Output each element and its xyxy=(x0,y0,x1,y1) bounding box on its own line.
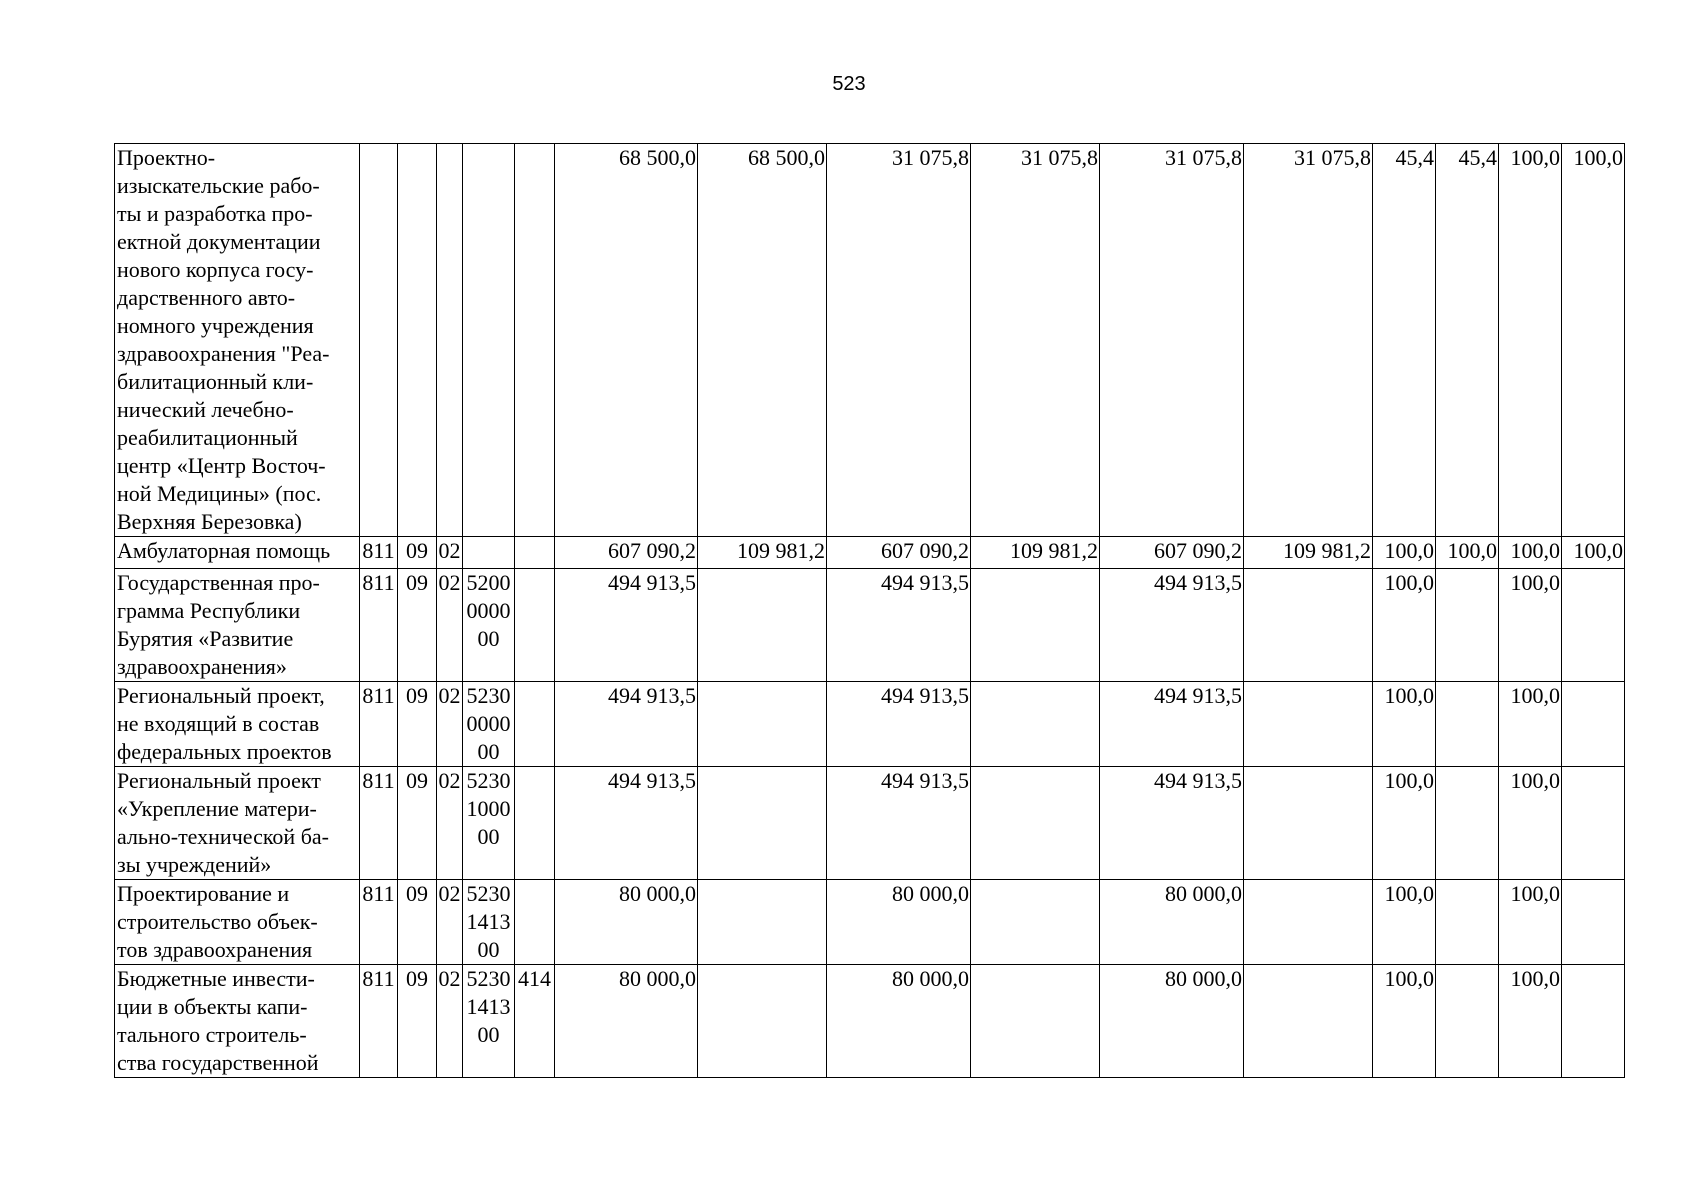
pct-refined-total-cell: 100,0 xyxy=(1499,144,1562,537)
pct-refined-federal-cell xyxy=(1562,965,1625,1078)
item-name-line: Бурятия «Развитие xyxy=(117,626,294,651)
target-article-line: 1413 xyxy=(466,994,511,1019)
grbs-code-cell: 811 xyxy=(360,537,398,569)
item-name-line: грамма Республики xyxy=(117,598,301,623)
item-name-line: нический лечебно- xyxy=(117,397,294,422)
section-code-cell: 09 xyxy=(398,767,437,880)
grbs-code-cell: 811 xyxy=(360,569,398,682)
executed-total-cell: 607 090,2 xyxy=(1100,537,1244,569)
plan-federal-cell xyxy=(698,767,827,880)
pct-plan-total-cell: 100,0 xyxy=(1373,537,1436,569)
executed-federal-cell xyxy=(1244,767,1373,880)
subsection-code-cell xyxy=(437,144,463,537)
pct-refined-federal-cell: 100,0 xyxy=(1562,144,1625,537)
grbs-code-cell: 811 xyxy=(360,682,398,767)
executed-federal-cell: 31 075,8 xyxy=(1244,144,1373,537)
item-name-line: Верхняя Березовка) xyxy=(117,509,302,534)
item-name-line: реабилитационный xyxy=(117,425,298,450)
target-article-cell xyxy=(463,880,515,965)
subsection-code-cell: 02 xyxy=(437,569,463,682)
target-article-line: 00 xyxy=(477,626,500,651)
item-name-line: не входящий в состав xyxy=(117,711,320,736)
item-name-line: федеральных проектов xyxy=(117,739,332,764)
section-code-cell: 09 xyxy=(398,965,437,1078)
pct-plan-federal-cell xyxy=(1436,767,1499,880)
item-name-cell xyxy=(115,682,360,767)
item-name-line: номного учреждения xyxy=(117,313,314,338)
table-row xyxy=(115,144,1625,537)
item-name-line: ты и разработка про- xyxy=(117,201,313,226)
table-row xyxy=(115,682,1625,767)
budget-table xyxy=(114,143,1625,1078)
refined-total-cell: 494 913,5 xyxy=(827,767,971,880)
item-name-line: ектной документации xyxy=(117,229,321,254)
grbs-code-cell: 811 xyxy=(360,767,398,880)
target-article-line: 5230 xyxy=(466,683,511,708)
plan-total-cell: 80 000,0 xyxy=(555,880,698,965)
refined-total-cell: 607 090,2 xyxy=(827,537,971,569)
executed-total-cell: 494 913,5 xyxy=(1100,682,1244,767)
section-code-cell xyxy=(398,144,437,537)
item-name-line: центр «Центр Восточ- xyxy=(117,453,326,478)
item-name-line: Региональный проект xyxy=(117,768,321,793)
target-article-line: 5230 xyxy=(466,966,511,991)
subsection-code-cell: 02 xyxy=(437,682,463,767)
executed-total-cell: 80 000,0 xyxy=(1100,880,1244,965)
table-row xyxy=(115,880,1625,965)
subsection-code-cell: 02 xyxy=(437,965,463,1078)
item-name-line: Государственная про- xyxy=(117,570,320,595)
target-article-line: 0000 xyxy=(466,598,511,623)
item-name-cell xyxy=(115,880,360,965)
pct-refined-total-cell: 100,0 xyxy=(1499,537,1562,569)
refined-total-cell: 80 000,0 xyxy=(827,880,971,965)
pct-plan-total-cell: 45,4 xyxy=(1373,144,1436,537)
target-article-line: 1000 xyxy=(466,796,511,821)
plan-total-cell: 68 500,0 xyxy=(555,144,698,537)
target-article-line: 5200 xyxy=(466,570,511,595)
target-article-line: 5230 xyxy=(466,768,511,793)
target-article-line: 1413 xyxy=(466,909,511,934)
expense-type-cell xyxy=(515,144,555,537)
item-name-line: тов здравоохранения xyxy=(117,937,313,962)
page-number: 523 xyxy=(832,73,866,95)
item-name-cell xyxy=(115,537,360,569)
section-code-cell: 09 xyxy=(398,537,437,569)
pct-plan-federal-cell: 45,4 xyxy=(1436,144,1499,537)
pct-refined-total-cell: 100,0 xyxy=(1499,682,1562,767)
item-name-cell xyxy=(115,569,360,682)
target-article-line: 00 xyxy=(477,1022,500,1047)
executed-total-cell: 494 913,5 xyxy=(1100,767,1244,880)
item-name-line: здравоохранения "Реа- xyxy=(117,341,330,366)
plan-federal-cell: 68 500,0 xyxy=(698,144,827,537)
target-article-cell xyxy=(463,767,515,880)
pct-plan-federal-cell xyxy=(1436,880,1499,965)
item-name-line: здравоохранения» xyxy=(117,654,287,679)
pct-plan-federal-cell xyxy=(1436,682,1499,767)
item-name-line: «Укрепление матери- xyxy=(117,796,317,821)
expense-type-cell: 414 xyxy=(515,965,555,1078)
plan-total-cell: 607 090,2 xyxy=(555,537,698,569)
plan-federal-cell: 109 981,2 xyxy=(698,537,827,569)
item-name-line: Амбулаторная помощь xyxy=(117,538,331,563)
pct-refined-federal-cell xyxy=(1562,569,1625,682)
section-code-cell: 09 xyxy=(398,569,437,682)
item-name-line: ной Медицины» (пос. xyxy=(117,481,322,506)
plan-federal-cell xyxy=(698,880,827,965)
expense-type-cell xyxy=(515,682,555,767)
target-article-line: 5230 xyxy=(466,881,511,906)
item-name-line: нового корпуса госу- xyxy=(117,257,314,282)
expense-type-cell xyxy=(515,767,555,880)
table-body xyxy=(115,144,1625,1078)
plan-total-cell: 494 913,5 xyxy=(555,569,698,682)
executed-total-cell: 80 000,0 xyxy=(1100,965,1244,1078)
refined-federal-cell xyxy=(971,569,1100,682)
expense-type-cell xyxy=(515,569,555,682)
item-name-line: Региональный проект, xyxy=(117,683,325,708)
subsection-code-cell: 02 xyxy=(437,767,463,880)
refined-total-cell: 31 075,8 xyxy=(827,144,971,537)
pct-plan-total-cell: 100,0 xyxy=(1373,767,1436,880)
item-name-cell xyxy=(115,767,360,880)
table-row xyxy=(115,537,1625,569)
plan-total-cell: 80 000,0 xyxy=(555,965,698,1078)
plan-federal-cell xyxy=(698,965,827,1078)
pct-plan-federal-cell xyxy=(1436,569,1499,682)
pct-plan-total-cell: 100,0 xyxy=(1373,965,1436,1078)
table-row xyxy=(115,767,1625,880)
plan-federal-cell xyxy=(698,682,827,767)
item-name-line: ства государственной xyxy=(117,1050,319,1075)
item-name-line: дарственного авто- xyxy=(117,285,296,310)
item-name-cell xyxy=(115,144,360,537)
pct-refined-total-cell: 100,0 xyxy=(1499,767,1562,880)
executed-total-cell: 494 913,5 xyxy=(1100,569,1244,682)
grbs-code-cell: 811 xyxy=(360,965,398,1078)
expense-type-cell xyxy=(515,880,555,965)
refined-federal-cell xyxy=(971,682,1100,767)
target-article-line: 0000 xyxy=(466,711,511,736)
pct-refined-total-cell: 100,0 xyxy=(1499,569,1562,682)
item-name-line: ции в объекты капи- xyxy=(117,994,308,1019)
item-name-line: Проектирование и xyxy=(117,881,290,906)
plan-total-cell: 494 913,5 xyxy=(555,767,698,880)
target-article-line: 00 xyxy=(477,937,500,962)
target-article-cell xyxy=(463,965,515,1078)
executed-federal-cell: 109 981,2 xyxy=(1244,537,1373,569)
executed-federal-cell xyxy=(1244,682,1373,767)
refined-total-cell: 494 913,5 xyxy=(827,682,971,767)
section-code-cell: 09 xyxy=(398,682,437,767)
item-name-line: зы учреждений» xyxy=(117,852,272,877)
item-name-line: изыскательские рабо- xyxy=(117,173,320,198)
executed-federal-cell xyxy=(1244,880,1373,965)
target-article-cell xyxy=(463,682,515,767)
refined-federal-cell xyxy=(971,880,1100,965)
executed-federal-cell xyxy=(1244,569,1373,682)
table-row xyxy=(115,965,1625,1078)
target-article-line: 00 xyxy=(477,739,500,764)
pct-plan-total-cell: 100,0 xyxy=(1373,682,1436,767)
target-article-cell xyxy=(463,144,515,537)
item-name-line: тального строитель- xyxy=(117,1022,307,1047)
target-article-cell xyxy=(463,537,515,569)
pct-refined-federal-cell xyxy=(1562,767,1625,880)
pct-plan-total-cell: 100,0 xyxy=(1373,569,1436,682)
plan-federal-cell xyxy=(698,569,827,682)
subsection-code-cell: 02 xyxy=(437,537,463,569)
pct-plan-total-cell: 100,0 xyxy=(1373,880,1436,965)
subsection-code-cell: 02 xyxy=(437,880,463,965)
item-name-line: Проектно- xyxy=(117,145,216,170)
grbs-code-cell xyxy=(360,144,398,537)
grbs-code-cell: 811 xyxy=(360,880,398,965)
item-name-line: Бюджетные инвести- xyxy=(117,966,315,991)
pct-refined-total-cell: 100,0 xyxy=(1499,965,1562,1078)
item-name-line: ально-технической ба- xyxy=(117,824,329,849)
item-name-line: строительство объек- xyxy=(117,909,318,934)
plan-total-cell: 494 913,5 xyxy=(555,682,698,767)
refined-federal-cell: 109 981,2 xyxy=(971,537,1100,569)
table-row xyxy=(115,569,1625,682)
pct-refined-federal-cell: 100,0 xyxy=(1562,537,1625,569)
pct-plan-federal-cell: 100,0 xyxy=(1436,537,1499,569)
pct-plan-federal-cell xyxy=(1436,965,1499,1078)
section-code-cell: 09 xyxy=(398,880,437,965)
executed-total-cell: 31 075,8 xyxy=(1100,144,1244,537)
executed-federal-cell xyxy=(1244,965,1373,1078)
item-name-line: билитационный кли- xyxy=(117,369,314,394)
refined-total-cell: 80 000,0 xyxy=(827,965,971,1078)
target-article-line: 00 xyxy=(477,824,500,849)
pct-refined-total-cell: 100,0 xyxy=(1499,880,1562,965)
refined-total-cell: 494 913,5 xyxy=(827,569,971,682)
pct-refined-federal-cell xyxy=(1562,880,1625,965)
item-name-cell xyxy=(115,965,360,1078)
expense-type-cell xyxy=(515,537,555,569)
refined-federal-cell xyxy=(971,767,1100,880)
refined-federal-cell xyxy=(971,965,1100,1078)
target-article-cell xyxy=(463,569,515,682)
pct-refined-federal-cell xyxy=(1562,682,1625,767)
refined-federal-cell: 31 075,8 xyxy=(971,144,1100,537)
